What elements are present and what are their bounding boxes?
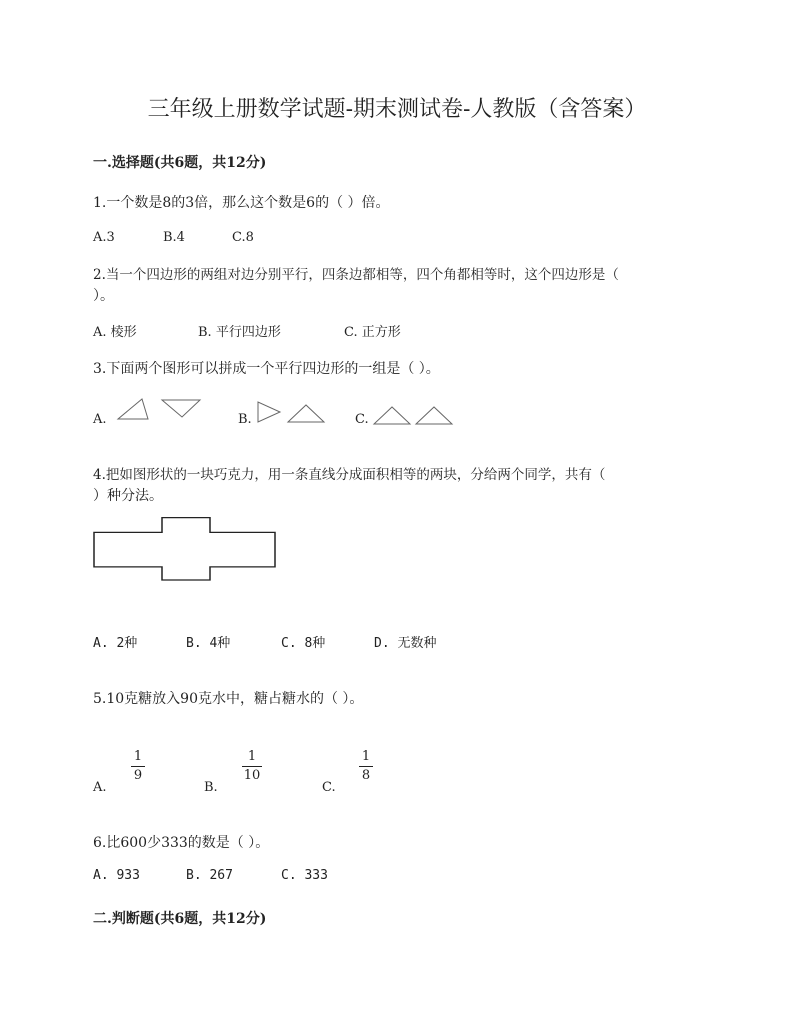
question-2-option-b: B. 平行四边形 bbox=[198, 325, 281, 340]
question-6-option-b: B. 267 bbox=[186, 868, 233, 883]
question-6-text: 6.比600少333的数是（ ）。 bbox=[93, 835, 270, 851]
question-5-option-c-label: C. bbox=[322, 780, 336, 795]
question-2-text-line1: 2.当一个四边形的两组对边分别平行，四条边都相等，四个角都相等时，这个四边形是（ bbox=[93, 267, 619, 283]
question-5-option-b-label: B. bbox=[204, 780, 218, 795]
question-6-option-a: A. 933 bbox=[93, 868, 140, 883]
fraction-numerator: 1 bbox=[247, 749, 257, 764]
page-title: 三年级上册数学试题-期末测试卷-人教版（含答案） bbox=[147, 97, 647, 122]
question-2-text-line2: ）。 bbox=[93, 288, 114, 304]
question-3-option-a: A. bbox=[93, 412, 107, 427]
question-5-option-a-label: A. bbox=[93, 780, 107, 795]
question-5-option-c-fraction bbox=[359, 750, 373, 783]
fraction-denominator: 9 bbox=[133, 768, 143, 783]
question-1-option-c: C.8 bbox=[232, 230, 254, 245]
question-5-option-b-fraction bbox=[242, 750, 262, 783]
question-4-option-c: C. 8种 bbox=[281, 636, 326, 651]
fraction-denominator: 10 bbox=[243, 768, 261, 783]
fraction-numerator: 1 bbox=[133, 749, 143, 764]
question-4-option-d: D. 无数种 bbox=[374, 636, 437, 651]
fraction-denominator: 8 bbox=[361, 768, 371, 783]
question-3-option-b-figure bbox=[256, 400, 328, 426]
question-1-option-b: B.4 bbox=[163, 230, 185, 245]
question-5-text: 5.10克糖放入90克水中，糖占糖水的（ ）。 bbox=[93, 691, 364, 707]
question-4-cross-figure bbox=[92, 516, 278, 582]
section-heading-choice: 一.选择题(共6题，共12分) bbox=[93, 155, 267, 171]
question-2-option-a: A. 棱形 bbox=[93, 325, 137, 340]
question-3-option-b: B. bbox=[238, 412, 252, 427]
fraction-numerator: 1 bbox=[361, 749, 371, 764]
question-4-text-line2: ）种分法。 bbox=[93, 488, 163, 504]
question-2-option-c: C. 正方形 bbox=[344, 325, 401, 340]
section-heading-judgement: 二.判断题(共6题，共12分) bbox=[93, 911, 267, 927]
question-1-text: 1.一个数是8的3倍，那么这个数是6的（ ）倍。 bbox=[93, 195, 390, 211]
question-3-option-c: C. bbox=[355, 412, 369, 427]
question-5-option-a-fraction bbox=[131, 750, 145, 783]
question-6-option-c: C. 333 bbox=[281, 868, 328, 883]
question-1-option-a: A.3 bbox=[93, 230, 115, 245]
question-4-option-a: A. 2种 bbox=[93, 636, 138, 651]
question-3-option-a-figure bbox=[116, 397, 206, 423]
question-3-option-c-figure bbox=[372, 403, 456, 427]
question-4-option-b: B. 4种 bbox=[186, 636, 231, 651]
question-4-text-line1: 4.把如图形状的一块巧克力，用一条直线分成面积相等的两块，分给两个同学，共有（ bbox=[93, 467, 606, 483]
question-3-text: 3.下面两个图形可以拼成一个平行四边形的一组是（ ）。 bbox=[93, 361, 440, 377]
